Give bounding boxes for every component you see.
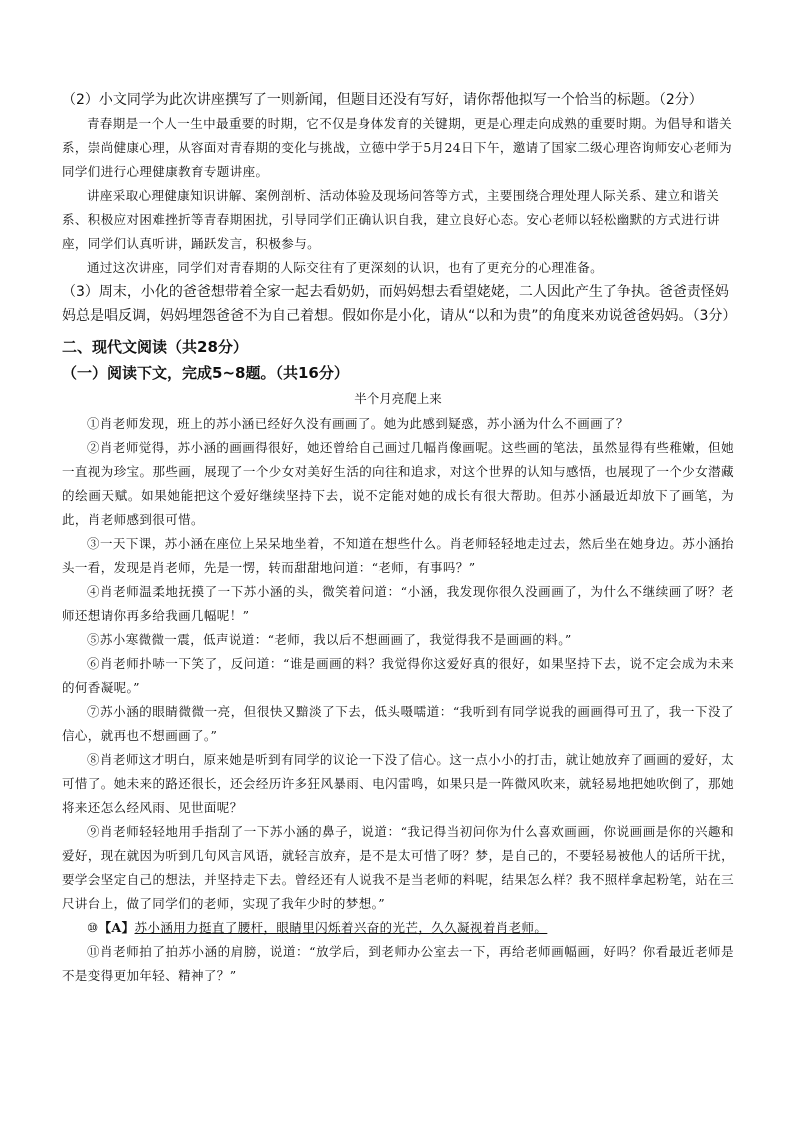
story-paragraph-4: ④肖老师温柔地抚摸了一下苏小涵的头，微笑着问道：“小涵，我发现你很久没画画了，为什么不继续画了呀？老师还想请你再多给我画几幅呢！” <box>62 584 734 623</box>
story-paragraph-9: ⑨肖老师轻轻地用手指刮了一下苏小涵的鼻子，说道：“我记得当初问你为什么喜欢画画，你说画画是你的兴趣和爱好，现在就因为听到几句风言风语，就轻言放弃，是不是太可惜了呀？梦，是自己的，不要轻易被他人的话所干扰，要学会坚定自己的想法，并坚持走下去。曾经还有人说我不是当老师的料呢，结果怎么样？我不照样拿起粉笔，站在三尺讲台上，做了同学们的老师，实现了我年少时的梦想。” <box>62 824 734 911</box>
story-paragraph-6: ⑥肖老师扑哧一下笑了，反问道：“谁是画画的料？我觉得你这爱好真的很好，如果坚持下去，说不定会成为未来的何香凝呢。” <box>62 656 734 695</box>
news-paragraph-3: 通过这次讲座，同学们对青春期的人际交往有了更深刻的认识，也有了更充分的心理准备。 <box>87 260 604 275</box>
question-2: （2）小文同学为此次讲座撰写了一则新闻，但题目还没有写好，请你帮他拟写一个恰当的标题。（2分） <box>62 92 703 108</box>
story-paragraph-1: ①肖老师发现，班上的苏小涵已经好久没有画画了。她为此感到疑惑，苏小涵为什么不画画了？ <box>87 416 629 431</box>
news-paragraph-2: 讲座采取心理健康知识讲解、案例剖析、活动体验及现场问答等方式，主要围绕合理处理人际关系、建立和谐关系、积极应对困难挫折等青春期困扰，引导同学们正确认识自我，建立良好心态。安心老师以轻松幽默的方式进行讲座，同学们认真听讲，踊跃发言，积极参与。 <box>62 188 720 251</box>
story-paragraph-10 <box>62 916 734 940</box>
story-paragraph-8: ⑧肖老师这才明白，原来她是听到有同学的议论一下没了信心。这一点小小的打击，就让她放弃了画画的爱好，太可惜了。她未来的路还很长，还会经历许多狂风暴雨、电闪雷鸣，如果只是一阵微风吹来，就轻易地把她吹倒了，那她将来还怎么经风雨、见世面呢？ <box>62 752 734 815</box>
page-content <box>62 88 737 988</box>
story-title: 半个月亮爬上来 <box>354 391 442 406</box>
paragraph-10-number: ⑩ <box>87 920 99 935</box>
story-paragraph-5: ⑤苏小寒微微一震，低声说道：“老师，我以后不想画画了，我觉得我不是画画的料。” <box>87 632 572 647</box>
subsection-title: （一）阅读下文，完成5~8题。（共16分） <box>62 364 349 382</box>
news-paragraph-1: 青春期是一个人一生中最重要的时期，它不仅是身体发育的关键期，更是心理走向成熟的重要时期。为倡导和谐关系，崇尚健康心理，从容面对青春期的变化与挑战，立德中学于5月24日下午，邀请了国家二级心理咨询师安心老师为同学们进行心理健康教育专题讲座。 <box>62 116 733 179</box>
question-3: （3）周末，小化的爸爸想带着全家一起去看奶奶，而妈妈想去看望姥姥，二人因此产生了争执。爸爸责怪妈妈总是唱反调，妈妈埋怨爸爸不为自己着想。假如你是小化，请从“以和为贵”的角度来劝说爸爸妈妈。（3分） <box>62 284 737 324</box>
story-paragraph-7: ⑦苏小涵的眼睛微微一亮，但很快又黯淡了下去，低头嗫嚅道：“我听到有同学说我的画画得可丑了，我一下没了信心，就再也不想画画了。” <box>62 704 734 743</box>
section-title: 二、现代文阅读（共28分） <box>62 338 248 356</box>
story-paragraph-3: ③一天下课，苏小涵在座位上呆呆地坐着，不知道在想些什么。肖老师轻轻地走过去，然后坐在她身边。苏小涵抬头一看，发现是肖老师，先是一愣，转而甜甜地问道：“老师，有事吗？” <box>62 536 734 575</box>
story-paragraph-11: ⑪肖老师拍了拍苏小涵的肩膀，说道：“放学后，到老师办公室去一下，再给老师画幅画，好吗？你看最近老师是不是变得更加年轻、精神了？” <box>62 944 734 983</box>
paragraph-10-tag: 【A】 <box>98 920 135 935</box>
paragraph-10-underlined-text: 苏小涵用力挺直了腰杆，眼睛里闪烁着兴奋的光芒，久久凝视着肖老师。 <box>134 920 548 935</box>
story-paragraph-2: ②肖老师觉得，苏小涵的画画得很好，她还曾给自己画过几幅肖像画呢。这些画的笔法，虽然显得有些稚嫩，但她一直视为珍宝。那些画，展现了一个少女对美好生活的向往和追求，对这个世界的认知与感悟，也展现了一个少女潜藏的绘画天赋。如果她能把这个爱好继续坚持下去，说不定能对她的成长有很大帮助。但苏小涵最近却放下了画笔，为此，肖老师感到很可惜。 <box>62 440 734 527</box>
